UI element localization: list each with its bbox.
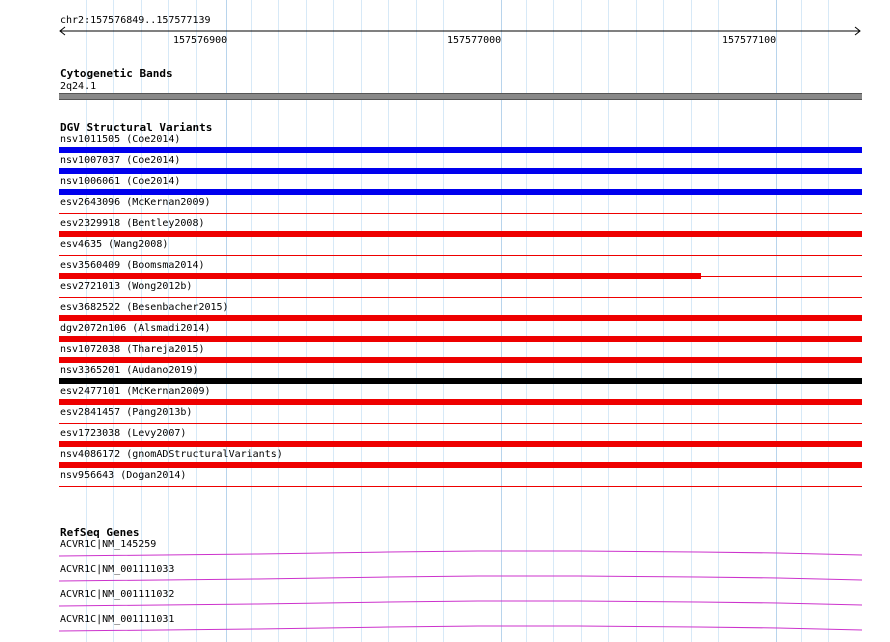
dgv-feature-bar[interactable]: [59, 231, 862, 237]
dgv-feature-label: nsv1007037 (Coe2014): [60, 155, 181, 166]
dgv-feature-bar[interactable]: [59, 315, 862, 321]
dgv-feature-bar[interactable]: [59, 189, 862, 195]
dgv-feature-bar[interactable]: [59, 441, 862, 447]
refseq-gene-intron-line[interactable]: [58, 598, 864, 608]
ruler-tick-label: 157577000: [447, 35, 502, 46]
dgv-feature-bar[interactable]: [59, 147, 862, 153]
track-title-cytoband: Cytogenetic Bands: [60, 67, 173, 80]
dgv-feature-label: esv4635 (Wang2008): [60, 239, 169, 250]
refseq-gene-label: ACVR1C|NM_001111033: [60, 564, 175, 575]
dgv-feature-bar[interactable]: [59, 462, 862, 468]
dgv-feature-bar[interactable]: [59, 336, 862, 342]
dgv-feature-line[interactable]: [59, 423, 862, 424]
dgv-feature-label: esv2841457 (Pang2013b): [60, 407, 193, 418]
dgv-feature-bar[interactable]: [59, 273, 701, 279]
refseq-gene-intron-line[interactable]: [58, 548, 864, 558]
refseq-gene-label: ACVR1C|NM_001111032: [60, 589, 175, 600]
locus-label: chr2:157576849..157577139: [60, 15, 211, 26]
cytoband-bar[interactable]: [59, 93, 862, 100]
dgv-feature-label: esv1723038 (Levy2007): [60, 428, 187, 439]
dgv-feature-label: esv3560409 (Boomsma2014): [60, 260, 205, 271]
ruler-tick-label: 157577100: [722, 35, 777, 46]
dgv-feature-label: nsv1072038 (Thareja2015): [60, 344, 205, 355]
dgv-feature-bar[interactable]: [59, 399, 862, 405]
dgv-feature-label: nsv956643 (Dogan2014): [60, 470, 187, 481]
dgv-feature-label: nsv3365201 (Audano2019): [60, 365, 199, 376]
dgv-feature-label: esv2477101 (McKernan2009): [60, 386, 211, 397]
refseq-gene-label: ACVR1C|NM_145259: [60, 539, 157, 550]
refseq-gene-intron-line[interactable]: [58, 623, 864, 633]
refseq-gene-intron-line[interactable]: [58, 573, 864, 583]
track-title-refseq: RefSeq Genes: [60, 526, 140, 539]
dgv-feature-label: dgv2072n106 (Alsmadi2014): [60, 323, 211, 334]
dgv-feature-bar[interactable]: [59, 168, 862, 174]
dgv-feature-label: esv2721013 (Wong2012b): [60, 281, 193, 292]
ruler-tick-label: 157576900: [173, 35, 228, 46]
dgv-feature-bar[interactable]: [59, 357, 862, 363]
dgv-feature-label: esv2329918 (Bentley2008): [60, 218, 205, 229]
dgv-feature-line[interactable]: [59, 255, 862, 256]
dgv-feature-line[interactable]: [59, 297, 862, 298]
dgv-feature-label: esv2643096 (McKernan2009): [60, 197, 211, 208]
dgv-feature-line[interactable]: [59, 486, 862, 487]
dgv-feature-label: nsv4086172 (gnomADStructuralVariants): [60, 449, 283, 460]
dgv-feature-line[interactable]: [59, 213, 862, 214]
dgv-feature-label: nsv1011505 (Coe2014): [60, 134, 181, 145]
dgv-feature-bar[interactable]: [59, 378, 862, 384]
refseq-gene-label: ACVR1C|NM_001111031: [60, 614, 175, 625]
dgv-feature-label: nsv1006061 (Coe2014): [60, 176, 181, 187]
track-title-dgv: DGV Structural Variants: [60, 121, 213, 134]
dgv-feature-label: esv3682522 (Besenbacher2015): [60, 302, 229, 313]
cytoband-label: 2q24.1: [60, 81, 97, 92]
